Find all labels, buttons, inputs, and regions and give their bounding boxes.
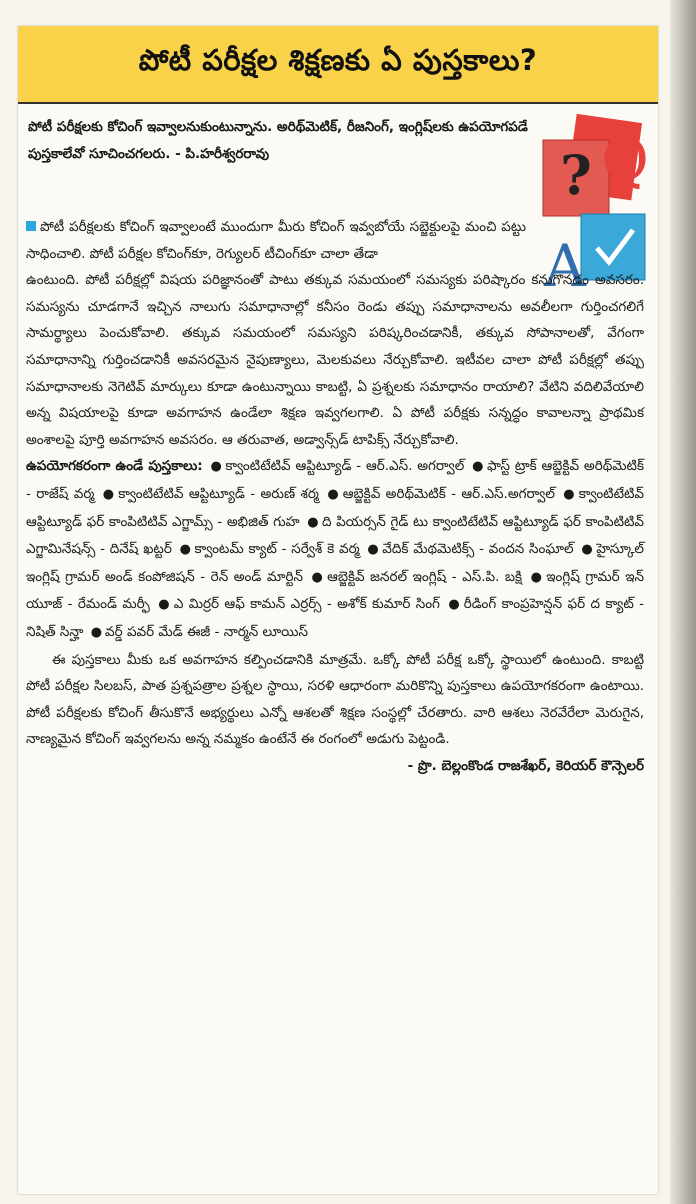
answer-intro-part1	[26, 214, 526, 267]
bullet-dot-icon: ●	[563, 486, 576, 502]
bullet-dot-icon: ●	[179, 542, 192, 558]
book-item: క్వాంటమ్‌ క్యాట్‌ - సర్వేశ్‌ కె వర్మ	[194, 541, 360, 558]
bullet-dot-icon: ●	[472, 459, 485, 475]
reader-question	[28, 114, 528, 168]
headline: పోటీ పరీక్షల శిక్షణకు ఏ పుస్తకాలు?	[138, 43, 538, 77]
answer-intro-text-2: ఉంటుంది. పోటీ పరీక్షల్లో విషయ పరిజ్ఞానంతో పాటు తక్కువ సమయంలో సమస్యకు పరిష్కారం కనుగొనడం అవసరం. సమస్యను చూడగానే ఇచ్చిన నాలుగు సమాధానాల్లో కనీసం రెండు తప్పు సమాధానాలను అవలీలగా గుర్తించగలిగే సామర్థ్యాలు పెంచుకోవాలి. తక్కువ సమయంలో సమస్యని పరిష్కరించడానికీ, తక్కువ సోపానాలతో, వేగంగా సమాధానాన్ని గుర్తించడానికీ అవసరమైన నైపుణ్యాలు, మెలకువలు నేర్చుకోవాలి. ఇటీవల చాలా పోటీ పరీక్షల్లో తప్పు సమాధానాలకు నెగెటివ్‌ మార్కులు కూడా ఉంటున్నాయి కాబట్టి, ఏ ప్రశ్నలకు సమాధానం రాయాలి? వేటిని వదిలివేయాలి అన్న విషయాలపై కూడా అవగాహన ఉండేలా శిక్షణ ఇవ్వగలగాలి. ఏ పోటీ పరీక్షకు సన్నద్ధం కావాలన్నా ప్రాథమిక అంశాలపై పూర్తి అవగాహన అవసరం. ఆ తరువాత, అడ్వాన్స్‌డ్‌ టాపిక్స్‌ నేర్చుకోవాలి.	[26, 272, 644, 448]
book-item: క్వాంటిటేటివ్‌ ఆప్టిట్యూడ్‌ - అరుణ్‌ శర్మ	[118, 485, 319, 502]
books-heading: ఉపయోగకరంగా ఉండే పుస్తకాలు:	[26, 458, 203, 475]
a-letter: A	[544, 232, 586, 295]
book-item: ఎ మిర్రర్‌ ఆఫ్‌ కామన్‌ ఎర్రర్స్‌ - అశోక్‌ కుమార్‌ సింగ్‌	[173, 596, 440, 613]
headline-banner	[18, 26, 658, 104]
bullet-dot-icon: ●	[581, 542, 594, 558]
answer-body	[26, 214, 644, 779]
page-edge	[670, 0, 696, 1204]
book-item: ఆబ్జెక్టివ్‌ జనరల్‌ ఇంగ్లిష్‌ - ఎస్‌.పి. బక్షి	[327, 568, 523, 585]
q-letter: Q	[601, 126, 649, 194]
newspaper-clipping	[18, 26, 658, 1194]
book-item: వర్డ్‌ పవర్‌ మేడ్‌ ఈజీ - నార్మన్‌ లూయిస్‌	[105, 623, 308, 640]
bullet-dot-icon: ●	[90, 624, 103, 640]
bullet-dot-icon: ●	[158, 597, 171, 613]
svg-text:?: ?	[560, 143, 592, 207]
book-item: ఇంగ్లిష్‌ గ్రామర్‌ ఇన్‌ యూజ్‌ - రేమండ్‌ మర్ఫీ	[26, 568, 644, 613]
answer-intro-text-1: పోటీ పరీక్షలకు కోచింగ్‌ ఇవ్వాలంటే ముందుగా మీరు కోచింగ్‌ ఇవ్వబోయే సబ్జెక్టులపై మంచి పట్టు సాధించాలి. పోటీ పరీక్షల కోచింగ్‌కూ, రెగ్యులర్‌ టీచింగ్‌కూ చాలా తేడా	[26, 219, 526, 262]
answer-intro-part2	[26, 267, 644, 453]
bullet-dot-icon: ●	[102, 486, 116, 502]
bullet-dot-icon: ●	[327, 486, 340, 502]
question-asker: - పి.హరీశ్వరరావు	[175, 146, 270, 162]
books-list	[26, 453, 644, 646]
bullet-dot-icon: ●	[367, 542, 380, 558]
book-item: వేదిక్‌ మేథమెటిక్స్‌ - వందన సింఘాల్‌	[382, 541, 574, 558]
closing-text: ఈ పుస్తకాలు మీకు ఒక అవగాహన కల్పించడానికి మాత్రమే. ఒక్కో పోటీ పరీక్ష ఒక్కో స్థాయిలో ఉంటుంది. కాబట్టి పోటీ పరీక్షల సిలబస్‌, పాత ప్రశ్నపత్రాల ప్రశ్నల స్థాయి, సరళి ఆధారంగా మరికొన్ని పుస్తకాలు ఉపయోగకరంగా ఉంటాయి. పోటీ పరీక్షలకు కోచింగ్‌ తీసుకొనే అభ్యర్థులు ఎన్నో ఆశలతో శిక్షణ సంస్థల్లో చేరతారు. వారి ఆశలు నెరవేరేలా మెరుగైన, నాణ్యమైన కోచింగ్‌ ఇవ్వగలను అన్న నమ్మకం ఉంటేనే ఈ రంగంలో అడుగు పెట్టండి.	[26, 651, 644, 748]
bullet-dot-icon: ●	[307, 514, 319, 530]
bullet-dot-icon: ●	[530, 569, 544, 585]
question-text: పోటీ పరీక్షలకు కోచింగ్‌ ఇవ్వాలనుకుంటున్నాను. అరిథ్‌మెటిక్‌, రీజనింగ్‌, ఇంగ్లిష్‌లకు ఉపయోగపడే పుస్తకాలేవో సూచించగలరు.	[28, 119, 528, 162]
book-item: క్వాంటిటేటివ్‌ ఆప్టిట్యూడ్‌ ఫర్‌ కాంపిటిటివ్‌ ఎగ్జామ్స్‌ - అభిజిత్‌ గుహ	[26, 485, 645, 530]
book-item: ది పియర్సన్‌ గైడ్‌ టు క్వాంటిటేటివ్‌ ఆప్టిట్యూడ్‌ ఫర్‌ కాంపిటిటివ్‌ ఎగ్జామినేషన్స్‌ - దినేష్‌ ఖట్టర్‌	[26, 513, 645, 558]
bullet-square-icon	[26, 221, 36, 231]
book-item: క్వాంటిటేటివ్‌ ఆప్టిట్యూడ్‌ - ఆర్‌.ఎస్‌. అగర్వాల్‌	[225, 458, 465, 475]
bullet-dot-icon: ●	[311, 569, 325, 585]
answer-author: - ప్రొ. బెల్లంకొండ రాజశేఖర్‌, కెరియర్‌ కౌన్సెలర్‌	[407, 757, 644, 774]
bullet-dot-icon: ●	[448, 597, 461, 613]
book-item: ఆబ్జెక్టివ్‌ అరిథ్‌మెటిక్‌ - ఆర్‌.ఎస్‌.అగర్వాల్‌	[342, 485, 555, 502]
book-item: హైస్కూల్‌ ఇంగ్లిష్‌ గ్రామర్‌ అండ్‌ కంపోజిషన్‌ - రెన్‌ అండ్‌ మార్టిన్‌	[26, 541, 645, 585]
book-item: ఫాస్ట్‌ ట్రాక్‌ ఆబ్జెక్టివ్‌ అరిథ్‌మెటిక్‌ - రాజేష్‌ వర్మ	[26, 458, 644, 502]
bullet-dot-icon: ●	[210, 459, 223, 475]
book-item: రీడింగ్‌ కాంప్రహెన్షన్‌ ఫర్‌ ద క్యాట్‌ - నిషిత్‌ సిన్హా	[26, 596, 645, 640]
answer-closing	[26, 647, 644, 753]
